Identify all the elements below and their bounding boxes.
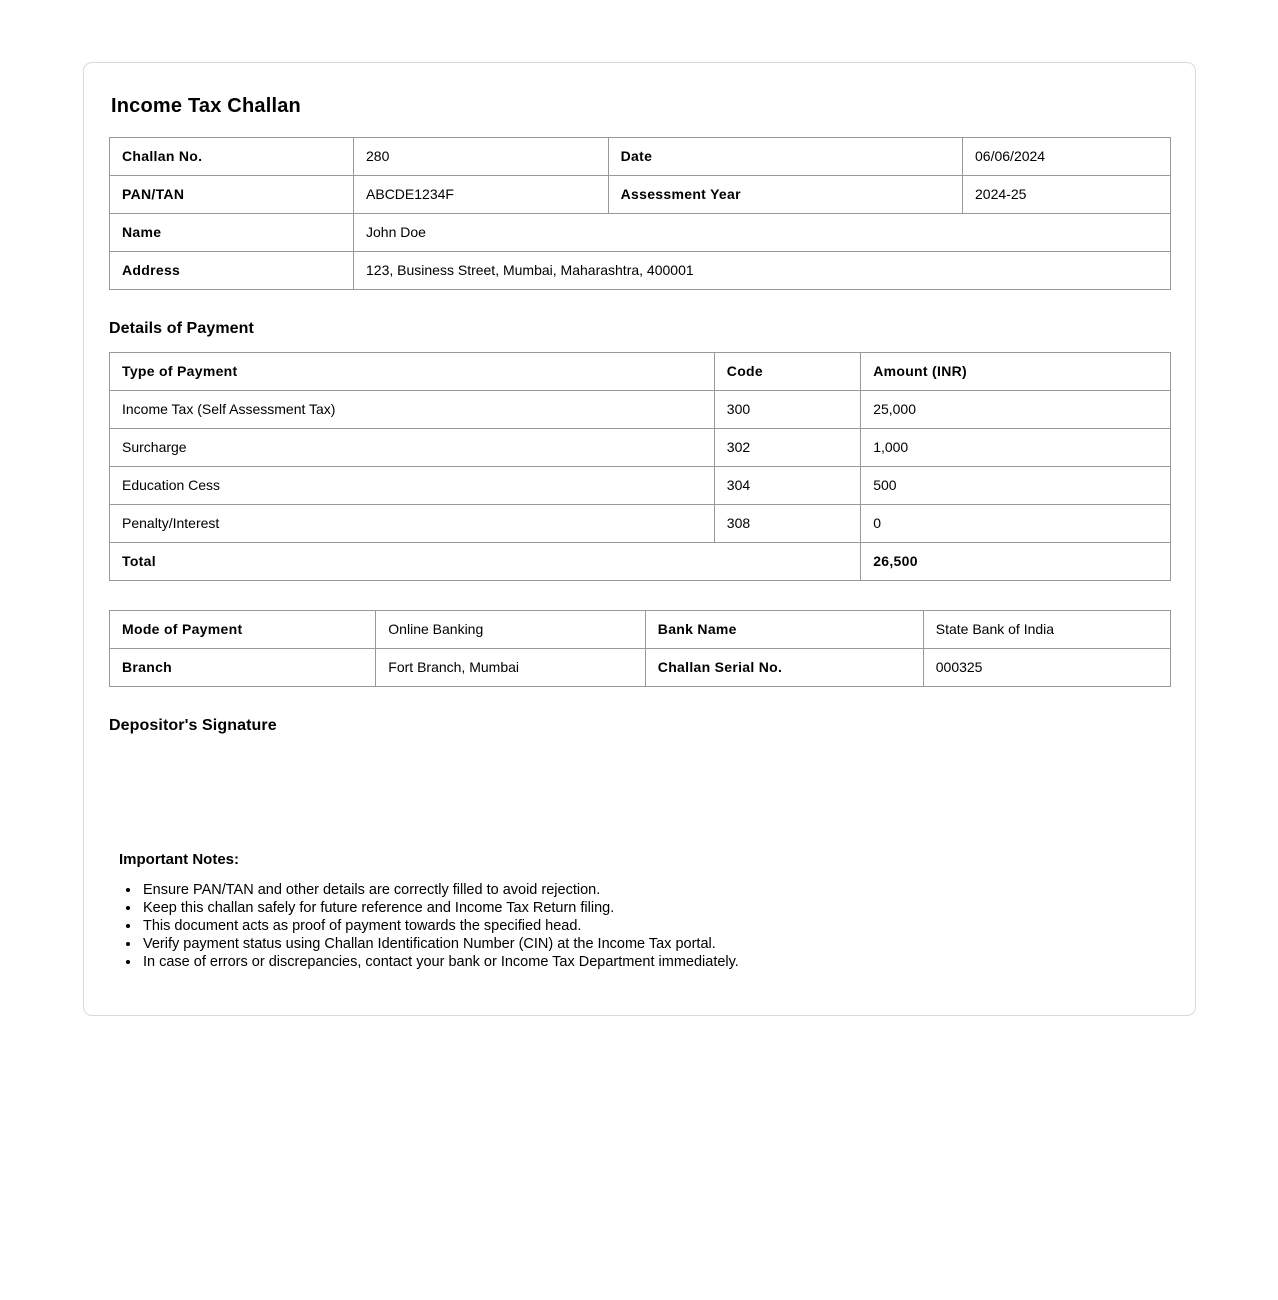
table-row [110, 429, 1171, 467]
date-value: 06/06/2024 [963, 138, 1171, 176]
amount-header: Amount (INR) [861, 353, 1171, 391]
important-notes-section [119, 851, 1171, 971]
table-row [110, 649, 1171, 687]
payment-type: Surcharge [110, 429, 715, 467]
taxpayer-info-table [109, 137, 1171, 290]
table-row [110, 505, 1171, 543]
table-row [110, 176, 1171, 214]
address-value: 123, Business Street, Mumbai, Maharashtra, 400001 [354, 252, 1171, 290]
pan-tan-label: PAN/TAN [110, 176, 354, 214]
assessment-year-value: 2024-25 [963, 176, 1171, 214]
total-label: Total [110, 543, 861, 581]
page-title: Income Tax Challan [111, 95, 301, 117]
payment-code: 300 [714, 391, 860, 429]
challan-no-label: Challan No. [110, 138, 354, 176]
payment-type: Penalty/Interest [110, 505, 715, 543]
total-amount: 26,500 [861, 543, 1171, 581]
payment-amount: 25,000 [861, 391, 1171, 429]
table-row [110, 252, 1171, 290]
depositor-signature-heading: Depositor's Signature [109, 717, 277, 734]
payment-type: Education Cess [110, 467, 715, 505]
mode-of-payment-label: Mode of Payment [110, 611, 376, 649]
payment-amount: 0 [861, 505, 1171, 543]
challan-serial-label: Challan Serial No. [645, 649, 923, 687]
table-row [110, 138, 1171, 176]
branch-value: Fort Branch, Mumbai [376, 649, 645, 687]
table-row [110, 467, 1171, 505]
challan-no-value: 280 [354, 138, 609, 176]
payment-code: 304 [714, 467, 860, 505]
signature-space [109, 735, 1171, 851]
payment-mode-table [109, 610, 1171, 687]
payment-amount: 500 [861, 467, 1171, 505]
mode-of-payment-value: Online Banking [376, 611, 645, 649]
assessment-year-label: Assessment Year [608, 176, 962, 214]
address-label: Address [110, 252, 354, 290]
table-row [110, 214, 1171, 252]
list-item: • Verify payment status using Challan Identification Number (CIN) at the Income Tax portal. [141, 935, 1171, 953]
name-value: John Doe [354, 214, 1171, 252]
type-of-payment-header: Type of Payment [110, 353, 715, 391]
date-label: Date [608, 138, 962, 176]
total-row [110, 543, 1171, 581]
table-header-row [110, 353, 1171, 391]
list-item: • Ensure PAN/TAN and other details are correctly filled to avoid rejection. [141, 881, 1171, 899]
payment-code: 308 [714, 505, 860, 543]
challan-serial-value: 000325 [923, 649, 1170, 687]
list-item: • This document acts as proof of payment towards the specified head. [141, 917, 1171, 935]
challan-card [83, 62, 1196, 1016]
payment-code: 302 [714, 429, 860, 467]
important-notes-heading: Important Notes: [119, 851, 239, 868]
payment-amount: 1,000 [861, 429, 1171, 467]
payment-details-table [109, 352, 1171, 581]
list-item: • In case of errors or discrepancies, contact your bank or Income Tax Department immediately. [141, 953, 1171, 971]
name-label: Name [110, 214, 354, 252]
table-row [110, 391, 1171, 429]
pan-tan-value: ABCDE1234F [354, 176, 609, 214]
payment-type: Income Tax (Self Assessment Tax) [110, 391, 715, 429]
branch-label: Branch [110, 649, 376, 687]
bank-name-label: Bank Name [645, 611, 923, 649]
table-row [110, 611, 1171, 649]
notes-list [109, 881, 1171, 971]
code-header: Code [714, 353, 860, 391]
details-of-payment-heading: Details of Payment [109, 320, 254, 337]
bank-name-value: State Bank of India [923, 611, 1170, 649]
list-item: • Keep this challan safely for future reference and Income Tax Return filing. [141, 899, 1171, 917]
